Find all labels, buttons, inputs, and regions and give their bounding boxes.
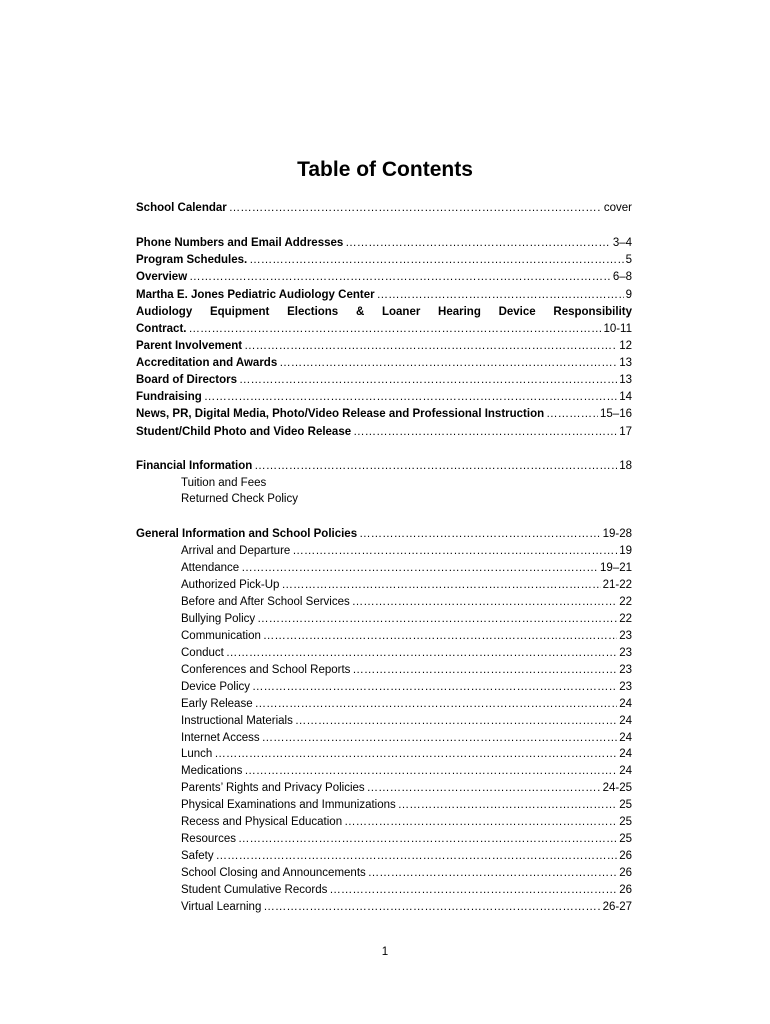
toc-label: Student Cumulative Records [181,884,328,896]
toc-subentry[interactable] [181,747,632,761]
toc-word: Elections [287,306,339,318]
toc-subentry[interactable] [181,646,632,660]
toc-label: Attendance [181,562,240,574]
toc-page: 6–8 [612,271,632,283]
toc-label: Before and After School Services [181,595,350,608]
toc-page: 24-25 [602,782,632,795]
toc-page: 24 [619,748,632,761]
dot-leader [263,900,600,914]
dot-leader [255,697,618,711]
toc-word: & [355,306,365,318]
toc-entry-parent-involvement[interactable] [136,339,632,353]
toc-label: Phone Numbers and Email Addresses [136,237,344,249]
dot-leader [239,373,617,387]
toc-page: 22 [619,612,632,625]
toc-page: 15–16 [600,408,632,420]
toc-page: 14 [619,391,632,403]
toc-label: Parents’ Rights and Privacy Policies [181,782,365,795]
toc-page: 9 [625,289,632,301]
toc-label: Program Schedules. [136,254,248,266]
toc-subentry[interactable] [181,798,632,812]
toc-label: Device Policy [181,680,251,693]
toc-label: Arrival and Departure [181,545,291,557]
toc-label: Parent Involvement [136,340,243,352]
toc-page: 24 [619,765,632,778]
toc-label: General Information and School Policies [136,528,358,540]
toc-subentry[interactable] [181,680,632,694]
dot-leader [241,561,598,575]
dot-leader [252,680,617,694]
dot-leader [295,714,617,728]
page-title: Table of Contents [297,158,473,181]
toc-word: Device [498,306,536,318]
dot-leader [352,663,617,677]
toc-page: 26 [619,850,632,863]
dot-leader [367,781,601,795]
toc-subitem-returned-check[interactable]: Returned Check Policy [181,493,298,505]
toc-subentry[interactable] [181,629,632,643]
toc-label: Board of Directors [136,374,237,386]
dot-leader [257,612,617,626]
dot-leader [281,578,600,592]
toc-entry-photo-release[interactable] [136,425,632,439]
toc-page: 24 [619,697,632,710]
toc-subentry[interactable] [181,883,632,897]
toc-subentry[interactable] [181,578,632,592]
toc-subentry[interactable] [181,544,632,558]
dot-leader [254,459,617,473]
toc-entry-audiology-contract-line2[interactable] [136,322,632,336]
dot-leader [353,425,617,439]
toc-page: 22 [619,595,632,608]
toc-entry-school-calendar[interactable] [136,201,632,215]
toc-subentry[interactable] [181,697,632,711]
toc-page: 24 [619,714,632,727]
toc-page: cover [603,202,632,214]
toc-page: 19–21 [600,562,632,574]
toc-entry-accreditation[interactable] [136,356,632,370]
dot-leader [214,747,617,761]
toc-entry-audiology-center[interactable] [136,288,632,302]
toc-page: 23 [619,663,632,676]
dot-leader [329,883,617,897]
toc-word: Responsibility [553,306,632,318]
toc-label: Virtual Learning [181,901,262,913]
toc-page: 3–4 [612,237,632,249]
page-number: 1 [381,946,389,958]
toc-page: 10-11 [603,323,632,335]
dot-leader [345,236,611,250]
toc-subentry[interactable] [181,663,632,677]
toc-entry-fundraising[interactable] [136,390,632,404]
toc-subentry[interactable] [181,764,632,778]
toc-subentry[interactable] [181,595,632,609]
toc-label: Fundraising [136,391,202,403]
dot-leader [226,646,617,660]
toc-label: Medications [181,765,243,778]
toc-page: 19-28 [602,528,632,540]
toc-entry-phone-numbers[interactable] [136,236,632,250]
toc-subentry[interactable] [181,832,632,846]
toc-page: 23 [619,629,632,642]
dot-leader [189,270,611,284]
toc-subentry[interactable] [181,561,632,575]
toc-entry-board[interactable] [136,373,632,387]
dot-leader [352,595,617,609]
toc-page: 26 [619,867,632,879]
toc-label: Overview [136,271,188,283]
dot-leader [292,544,617,558]
toc-page: 5 [625,254,632,266]
toc-subitem-tuition[interactable]: Tuition and Fees [181,477,267,489]
toc-page: 25 [619,833,632,846]
toc-page: 18 [619,460,632,472]
dot-leader [279,356,617,370]
toc-label: Physical Examinations and Immunizations [181,799,396,812]
toc-label: Financial Information [136,460,253,472]
toc-word: Loaner [381,306,421,318]
toc-label: Student/Child Photo and Video Release [136,426,352,438]
toc-label: Lunch [181,748,213,761]
toc-page: 25 [619,799,632,812]
dot-leader [368,866,617,880]
toc-page: 17 [619,426,632,438]
dot-leader [262,731,618,745]
toc-page: 21-22 [602,578,632,591]
toc-label: Martha E. Jones Pediatric Audiology Center [136,289,375,301]
toc-label: Conferences and School Reports [181,663,351,676]
toc-page: 19 [619,545,632,557]
dot-leader [204,390,617,404]
toc-page: 13 [619,357,632,369]
toc-label: Communication [181,629,261,642]
toc-subentry[interactable] [181,900,632,914]
toc-label: Conduct [181,646,224,659]
toc-label: Internet Access [181,731,260,744]
dot-leader [188,322,601,336]
toc-page: 13 [619,374,632,386]
toc-page: 23 [619,646,632,659]
toc-page: 26 [619,884,632,896]
toc-label: Resources [181,833,236,846]
toc-label: Contract. [136,323,187,335]
toc-subentry[interactable] [181,866,632,880]
toc-entry-general[interactable] [136,527,632,541]
toc-label: News, PR, Digital Media, Photo/Video Release and Professional Instruction [136,408,545,420]
dot-leader [244,339,617,353]
toc-entry-financial[interactable] [136,459,632,473]
dot-leader [249,253,623,267]
dot-leader [216,849,618,863]
toc-subentry[interactable] [181,714,632,728]
dot-leader [263,629,617,643]
toc-label: Accreditation and Awards [136,357,278,369]
toc-label: Early Release [181,697,253,710]
toc-label: Instructional Materials [181,714,293,727]
toc-subentry[interactable] [181,781,632,795]
toc-subentry[interactable] [181,849,632,863]
toc-word: Hearing [438,306,481,318]
toc-label: School Closing and Announcements [181,867,366,879]
toc-entry-overview[interactable] [136,270,632,284]
toc-word: Equipment [209,306,270,318]
toc-subentry[interactable] [181,731,632,745]
dot-leader [546,407,598,421]
toc-page: 26-27 [602,901,632,913]
dot-leader [229,201,602,215]
toc-subentry[interactable] [181,612,632,626]
toc-label: Safety [181,850,214,863]
dot-leader [344,815,617,829]
toc-label: Bullying Policy [181,612,256,625]
toc-entry-news-pr[interactable] [136,407,632,421]
toc-label: Recess and Physical Education [181,816,343,829]
toc-word: Audiology [136,306,193,318]
toc-page: 24 [619,731,632,744]
toc-entry-audiology-contract-line1[interactable] [136,305,632,319]
toc-page: 23 [619,680,632,693]
dot-leader [359,527,600,541]
dot-leader [238,832,617,846]
toc-page: 12 [619,340,632,352]
dot-leader [244,764,617,778]
toc-subentry[interactable] [181,815,632,829]
toc-label: Authorized Pick-Up [181,578,280,591]
dot-leader [398,798,617,812]
dot-leader [377,288,624,302]
toc-label: School Calendar [136,202,227,214]
toc-entry-program-schedules[interactable] [136,253,632,267]
toc-page: 25 [619,816,632,829]
